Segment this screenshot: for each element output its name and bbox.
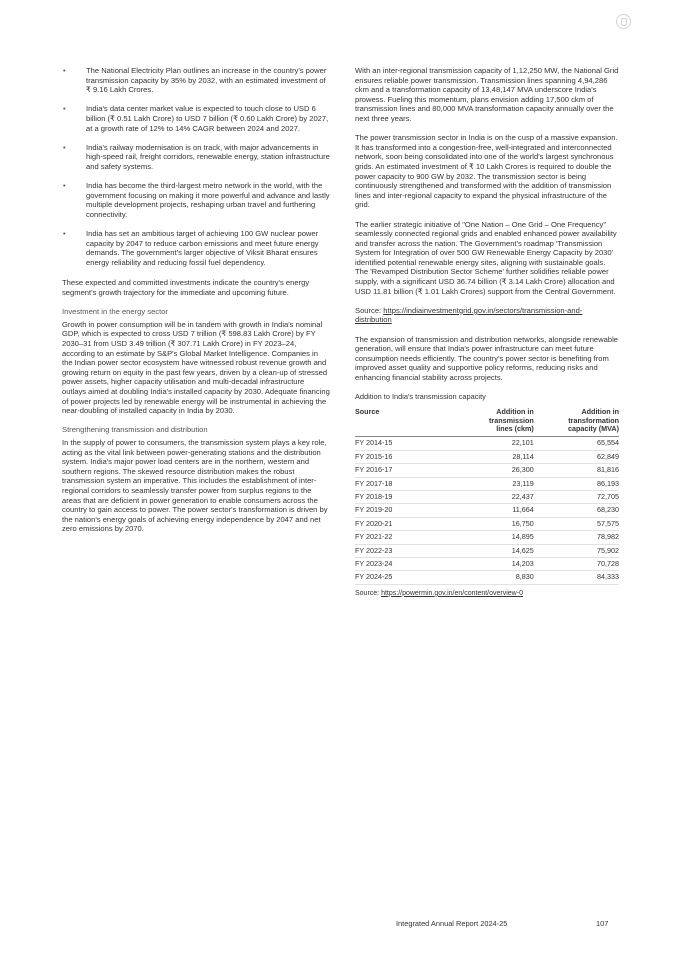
column-header: Source — [355, 405, 471, 437]
table-cell: 68,230 — [540, 504, 619, 517]
source-label: Source: — [355, 305, 382, 315]
table-cell: FY 2019-20 — [355, 504, 471, 517]
table-row — [355, 571, 619, 584]
table-row — [355, 437, 619, 450]
table-cell: 62,849 — [540, 450, 619, 463]
source-label: Source: — [355, 589, 380, 597]
table-cell: FY 2023-24 — [355, 558, 471, 571]
table-row — [355, 491, 619, 504]
table-cell: 8,830 — [471, 571, 540, 584]
section-heading: Investment in the energy sector — [62, 307, 168, 317]
table-cell: 11,664 — [471, 504, 540, 517]
table-cell: 84,333 — [540, 571, 619, 584]
table-cell: FY 2018-19 — [355, 491, 471, 504]
right-column — [355, 66, 619, 598]
list-item: • India's data center market value is expected to touch close to USD 6 billion (₹ 0.51 Lakh Crore) to USD 7 billion (₹ 0.60 Lakh Crore) by 2027, at a growth rate of 12% to 14% CAGR between 2024 and 2027. — [62, 104, 330, 133]
table-cell: 72,705 — [540, 491, 619, 504]
table-cell: 75,902 — [540, 544, 619, 557]
column-header: Addition in transmission lines (ckm) — [471, 405, 540, 437]
table-cell: FY 2016-17 — [355, 464, 471, 477]
table-cell: 57,575 — [540, 517, 619, 530]
left-column — [62, 66, 330, 544]
table-cell: 81,816 — [540, 464, 619, 477]
section-heading: Strengthening transmission and distribution — [62, 425, 208, 435]
table-cell: FY 2014-15 — [355, 437, 471, 450]
table-cell: FY 2021-22 — [355, 531, 471, 544]
table-cell: 26,300 — [471, 464, 540, 477]
paragraph: Growth in power consumption will be in tandem with growth in India's nominal GDP, which is expected to cross USD 7 trillion (₹ 598.83 Lakh Crore) by FY 2030–31 from USD 3.49 trillion (₹ 307.71 Lakh Crore) in FY 2023–24, according to an estimate by S&P's Global Market Intelligence. Companies in the Indian power sector ecosystem have witnessed robust revenue growth and growing return on equity in the past few years, driven by a clean-up of stressed power assets, higher capacity utilisation and multi-decadal infrastructure outlays aimed at doubling India's installed capacity by 2030. Adequate financing of power projects led by renewable energy will be instrumental in achieving the near-doubling of installed capacity in India by 2030. — [62, 319, 330, 416]
transmission-table — [355, 405, 619, 585]
table-row — [355, 450, 619, 463]
source-link[interactable]: https://indiainvestmentgrid.gov.in/sectors/transmission-and-distribution — [355, 305, 583, 325]
table-cell: FY 2017-18 — [355, 477, 471, 490]
table-cell: 16,750 — [471, 517, 540, 530]
list-item: • India has set an ambitious target of achieving 100 GW nuclear power capacity by 2047 to reduce carbon emissions and meet future energy demands. The government's larger objective of Viksit Bharat ensures energy reliability and reducing fossil fuel dependency. — [62, 229, 330, 267]
table-cell: 22,437 — [471, 491, 540, 504]
table-cell: 86,193 — [540, 477, 619, 490]
table-row — [355, 477, 619, 490]
table-row — [355, 558, 619, 571]
table-cell: 14,895 — [471, 531, 540, 544]
table-row — [355, 531, 619, 544]
table-cell: 14,203 — [471, 558, 540, 571]
table-cell: 28,114 — [471, 450, 540, 463]
table-header-row — [355, 405, 619, 437]
company-logo-icon — [616, 14, 631, 29]
table-cell: 22,101 — [471, 437, 540, 450]
page-number: 107 — [596, 919, 609, 928]
table-source — [355, 589, 619, 599]
paragraph: The earlier strategic initiative of "One Nation – One Grid – One Frequency" seamlessly connected regional grids and enabled enhanced power availability and transfer across the nation. The Government's roadmap 'Transmission System for Integration of over 500 GW Renewable Energy Capacity by 2030' identified potential renewable energy sites, aligning with sustainable goals. The 'Revamped Distribution Sector Scheme' further solidifies reliable power supply, with a significant USD 36.74 billion (₹ 3.14 Lakh Crore) allocation and USD 11.81 billion (₹ 1.01 Lakh Crores) support from the Central Government. — [355, 219, 617, 296]
table-cell: 14,625 — [471, 544, 540, 557]
table-title: Addition to India's transmission capacity — [355, 392, 486, 402]
source-note — [355, 306, 619, 325]
list-item: • The National Electricity Plan outlines an increase in the country's power transmission capacity by 35% by 2032, with an estimated investment of ₹ 9.16 Lakh Crores. — [62, 66, 330, 95]
table-cell: FY 2022-23 — [355, 544, 471, 557]
table-cell: 65,554 — [540, 437, 619, 450]
table-row — [355, 544, 619, 557]
table-cell: FY 2024-25 — [355, 571, 471, 584]
paragraph: These expected and committed investments indicate the country's energy segment's growth trajectory for the immediate and upcoming future. — [62, 278, 310, 298]
table-body — [355, 437, 619, 584]
table-cell: FY 2015-16 — [355, 450, 471, 463]
source-link[interactable]: https://powermin.gov.in/en/content/overview-0 — [381, 589, 523, 597]
bullet-list — [62, 66, 330, 267]
table-cell: 23,119 — [471, 477, 540, 490]
paragraph: With an inter-regional transmission capacity of 1,12,250 MW, the National Grid ensures reliable power transmission. Transmission lines spanning 4,94,286 ckm and a transformation capacity of 13,48,147 MVA underscore India's prowess. Fueling this momentum, plans envision adding 17,500 ckm of transmission lines and 80,000 MVA transformation capacity annually over the next three years. — [355, 66, 619, 123]
paragraph: The power transmission sector in India is on the cusp of a massive expansion. It has transformed into a congestion-free, well-integrated and interconnected network, soon being consolidated into one of the world's largest synchronous grids. An estimated investment of ₹ 10 Lakh Crores is required to double the power capacity to 900 GW by 2032. The transmission sector is being continuously strengthened and transformed with the addition of transmission lines and inter-regional capacity to expand the physical infrastructure of the grid. — [355, 133, 618, 210]
paragraph: The expansion of transmission and distribution networks, alongside renewable generation, will ensure that India's power infrastructure can meet future consumption needs efficiently. The country's power sector is benefiting from improved asset quality and supportive policy reforms, reducing risks and enhancing financial stability across projects. — [355, 334, 618, 382]
list-item: • India has become the third-largest metro network in the world, with the government focusing on making it more powerful and advance and lastly multiple development projects, reshaping urban travel and furthering connectivity. — [62, 181, 330, 219]
list-item: • India's railway modernisation is on track, with major advancements in high-speed rail, freight corridors, renewable energy, station infrastructure and safety systems. — [62, 143, 330, 172]
footer-title: Integrated Annual Report 2024-25 — [396, 919, 508, 928]
paragraph: In the supply of power to consumers, the transmission system plays a key role, acting as the vital link between power-generating stations and the distribution system. India's major power load centers are in the northern, western and southern regions. The skewed resource distribution makes the robust transmission system an imperative. This includes the establishment of inter-regional corridors to seamlessly transfer power from surplus regions to the areas that are deficient in power generation to enable consumers across the country to gain access to power. The power sector's transformation is driven by the nation's energy goals of achieving energy independence by 2047 and net zero emissions by 2070. — [62, 437, 328, 534]
table-row — [355, 504, 619, 517]
table-row — [355, 464, 619, 477]
table-cell: 70,728 — [540, 558, 619, 571]
table-row — [355, 517, 619, 530]
table-cell: 78,982 — [540, 531, 619, 544]
column-header: Addition in transformation capacity (MVA) — [540, 405, 619, 437]
table-cell: FY 2020-21 — [355, 517, 471, 530]
